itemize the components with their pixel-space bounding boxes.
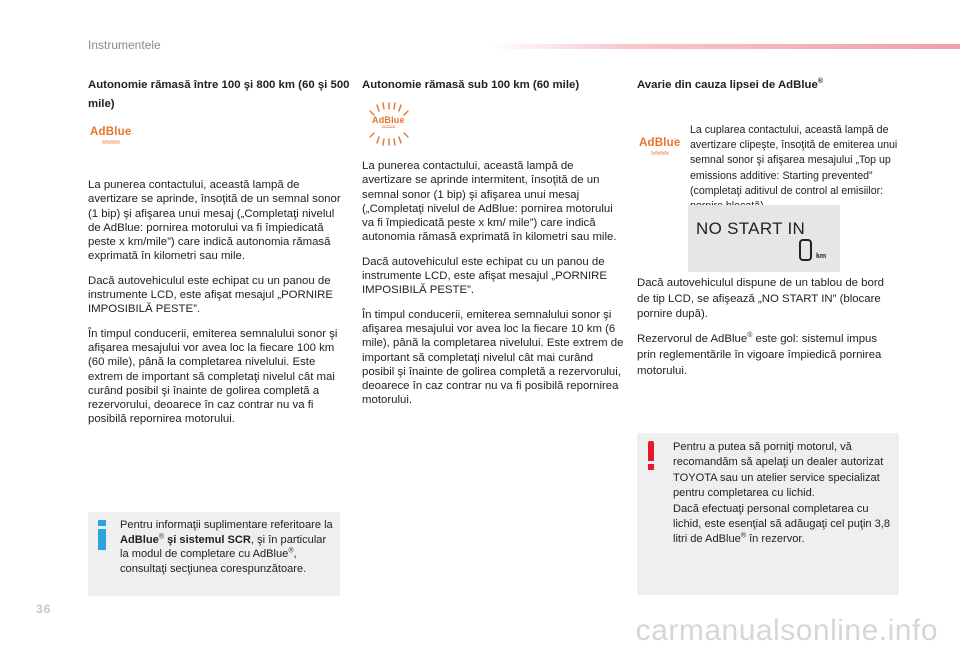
paragraph: În timpul conducerii, emiterea semnalului sonor şi afişarea mesajului vor avea loc la fiecare 10 km (6 mile), până la completarea nivelului. Este extrem de important să completaţi nivelul cât mai curând posibil şi înainte de golirea completă a rezervorului, deoarece în caz contrar nu va fi posibilă repornirea motorului. <box>362 308 624 407</box>
heading-range-under-100: Autonomie rămasă sub 100 km (60 mile) <box>362 79 580 91</box>
paragraph: La punerea contactului, această lampă de avertizare se aprinde intermitent, însoţită de un semnal sonor (1 bip) şi afişarea unui mesaj („Completaţi nivelul de AdBlue: pornirea motorului va fi împiedicată peste x km/ mile”) care indică autonomia rămasă exprimată în kilometri sau mile. <box>362 160 617 244</box>
info-note-box <box>88 512 340 596</box>
heading-range-100-800: Autonomie rămasă între 100 şi 800 km (60 şi 500 mile) <box>88 79 350 110</box>
adblue-failure-icon: AdBlue ≈≈≈≈ <box>639 137 681 158</box>
column-range-under-100 <box>362 76 624 418</box>
adblue-icon: AdBlue ≈≈≈≈ <box>372 115 405 131</box>
lcd-message: NO START IN <box>696 219 806 238</box>
paragraph: Rezervorul de AdBlue® este gol: sistemul impus prin reglementările în vigoare împiedică pornirea motorului. <box>637 332 882 377</box>
heading-adblue-failure: Avarie din cauza lipsei de AdBlue® <box>637 78 823 91</box>
warning-note-text: Pentru a putea să porniţi motorul, vă recomandăm să apelaţi un dealer autorizat TOYOTA sau un atelier service specializat pentru completarea cu lichid. Dacă efectuaţi personal completarea cu lichid, este esenţial să adăugaţi cel puţin 3,8 litri de AdBlue® în rezervor. <box>673 441 891 546</box>
warning-note-box <box>637 433 899 595</box>
warning-exclamation-icon <box>646 441 656 471</box>
lcd-zero-digit <box>799 239 812 261</box>
column-range-100-800 <box>88 76 350 437</box>
watermark: carmanualsonline.info <box>635 614 938 647</box>
paragraph: Dacă autovehiculul este echipat cu un panou de instrumente LCD, este afişat mesajul „PORNIRE IMPOSIBILĂ PESTE”. <box>88 274 333 316</box>
page-number: 36 <box>36 602 52 616</box>
section-title: Instrumentele <box>88 38 161 52</box>
paragraph: În timpul conducerii, emiterea semnalului sonor şi afişarea mesajului vor avea loc la fiecare 100 km (60 mile), până la completarea nivelului. Este extrem de important să completaţi nivelul cât mai curând posibil şi înainte de golirea completă a rezervorului, deoarece în caz contrar nu va fi posibilă repornirea motorului. <box>88 327 338 426</box>
info-note-text: Pentru informaţii suplimentare referitoare la AdBlue® şi sistemul SCR, şi în particular la modul de completare cu AdBlue®, consultaţi secţiunea corespunzătoare. <box>120 519 333 575</box>
lcd-unit: km <box>816 253 827 260</box>
info-icon <box>98 520 106 550</box>
lcd-display-no-start <box>688 205 840 272</box>
header-accent-bar <box>490 44 960 49</box>
adblue-warning-icon: AdBlue ≈≈≈≈ <box>90 126 132 147</box>
paragraph: Dacă autovehiculul dispune de un tablou de bord de tip LCD, se afişează „NO START IN” (blocare pornire după). <box>637 277 884 321</box>
column-adblue-failure <box>637 76 899 219</box>
paragraph: La punerea contactului, această lampă de avertizare se aprinde, însoţită de un semnal sonor (1 bip) şi afişarea unui mesaj („Completaţi nivelul de AdBlue: pornirea motorului va fi împiedicată peste x km/mile”) care indică autonomia rămasă exprimată în kilometri sau mile. <box>88 179 341 263</box>
paragraph: Dacă autovehiculul este echipat cu un panou de instrumente LCD, este afişat mesajul „PORNIRE IMPOSIBILĂ PESTE”. <box>362 255 607 297</box>
icon-description: La cuplarea contactului, această lampă de avertizare clipeşte, însoţită de emiterea unui semnal sonor şi afişarea mesajului „Top up emissions additive: Starting prevented” (completaţi aditivul de control al emisiilor: <box>690 124 898 197</box>
column-3-body <box>637 276 899 389</box>
